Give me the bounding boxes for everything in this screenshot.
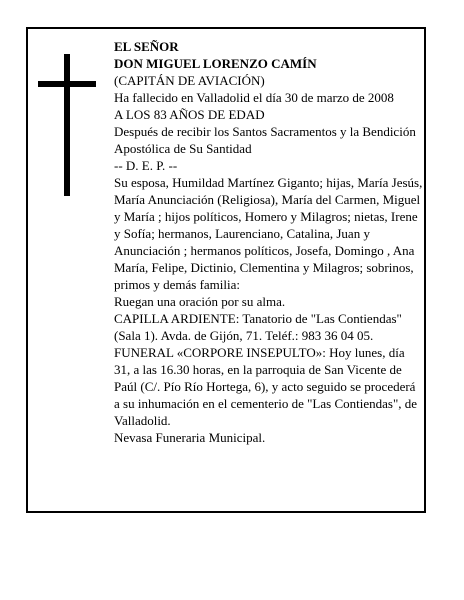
sacraments-line: Después de recibir los Santos Sacramentos y la Bendición Apostólica de Su Santidad (114, 124, 416, 156)
funeral-home-line: Nevasa Funeraria Municipal. (114, 430, 266, 445)
title-line-1: EL SEÑOR (114, 39, 179, 54)
chapel-paragraph: CAPILLA ARDIENTE: Tanatorio de "Las Contiendas" (Sala 1). Avda. de Gijón, 71. Teléf.: 983 36 04 05. (114, 311, 402, 343)
rip-line: -- D. E. P. -- (114, 158, 178, 173)
death-line: Ha fallecido en Valladolid el día 30 de marzo de 2008 (114, 90, 394, 105)
family-paragraph: Su esposa, Humildad Martínez Giganto; hijas, María Jesús, María Anunciación (Religiosa), María del Carmen, Miguel y María ; hijos políticos, Homero y Milagros; nietas, Irene y Sofía; hermanos, Laurenciano, Catalina, Juan y Anunciación ; hermanos políticos, Josefa, Domingo , Ana María, Felipe, Dictinio, Clementina y Milagros; sobrinos, primos y demás familia: (114, 175, 423, 292)
rank-line: (CAPITÁN DE AVIACIÓN) (114, 73, 265, 88)
cross-icon-crossbar (38, 81, 96, 87)
obituary-text (114, 38, 424, 446)
prayer-line: Ruegan una oración por su alma. (114, 294, 286, 309)
age-line: A LOS 83 AÑOS DE EDAD (114, 107, 265, 122)
cross-icon (64, 54, 70, 196)
funeral-paragraph: FUNERAL «CORPORE INSEPULTO»: Hoy lunes, día 31, a las 16.30 horas, en la parroquia de San Vicente de Paúl (C/. Pío Río Hortega, 6), y acto seguido se procederá a su inhumación en el cementerio de "Las Contiendas", de Valladolid. (114, 345, 418, 428)
deceased-name: DON MIGUEL LORENZO CAMÍN (114, 56, 317, 71)
